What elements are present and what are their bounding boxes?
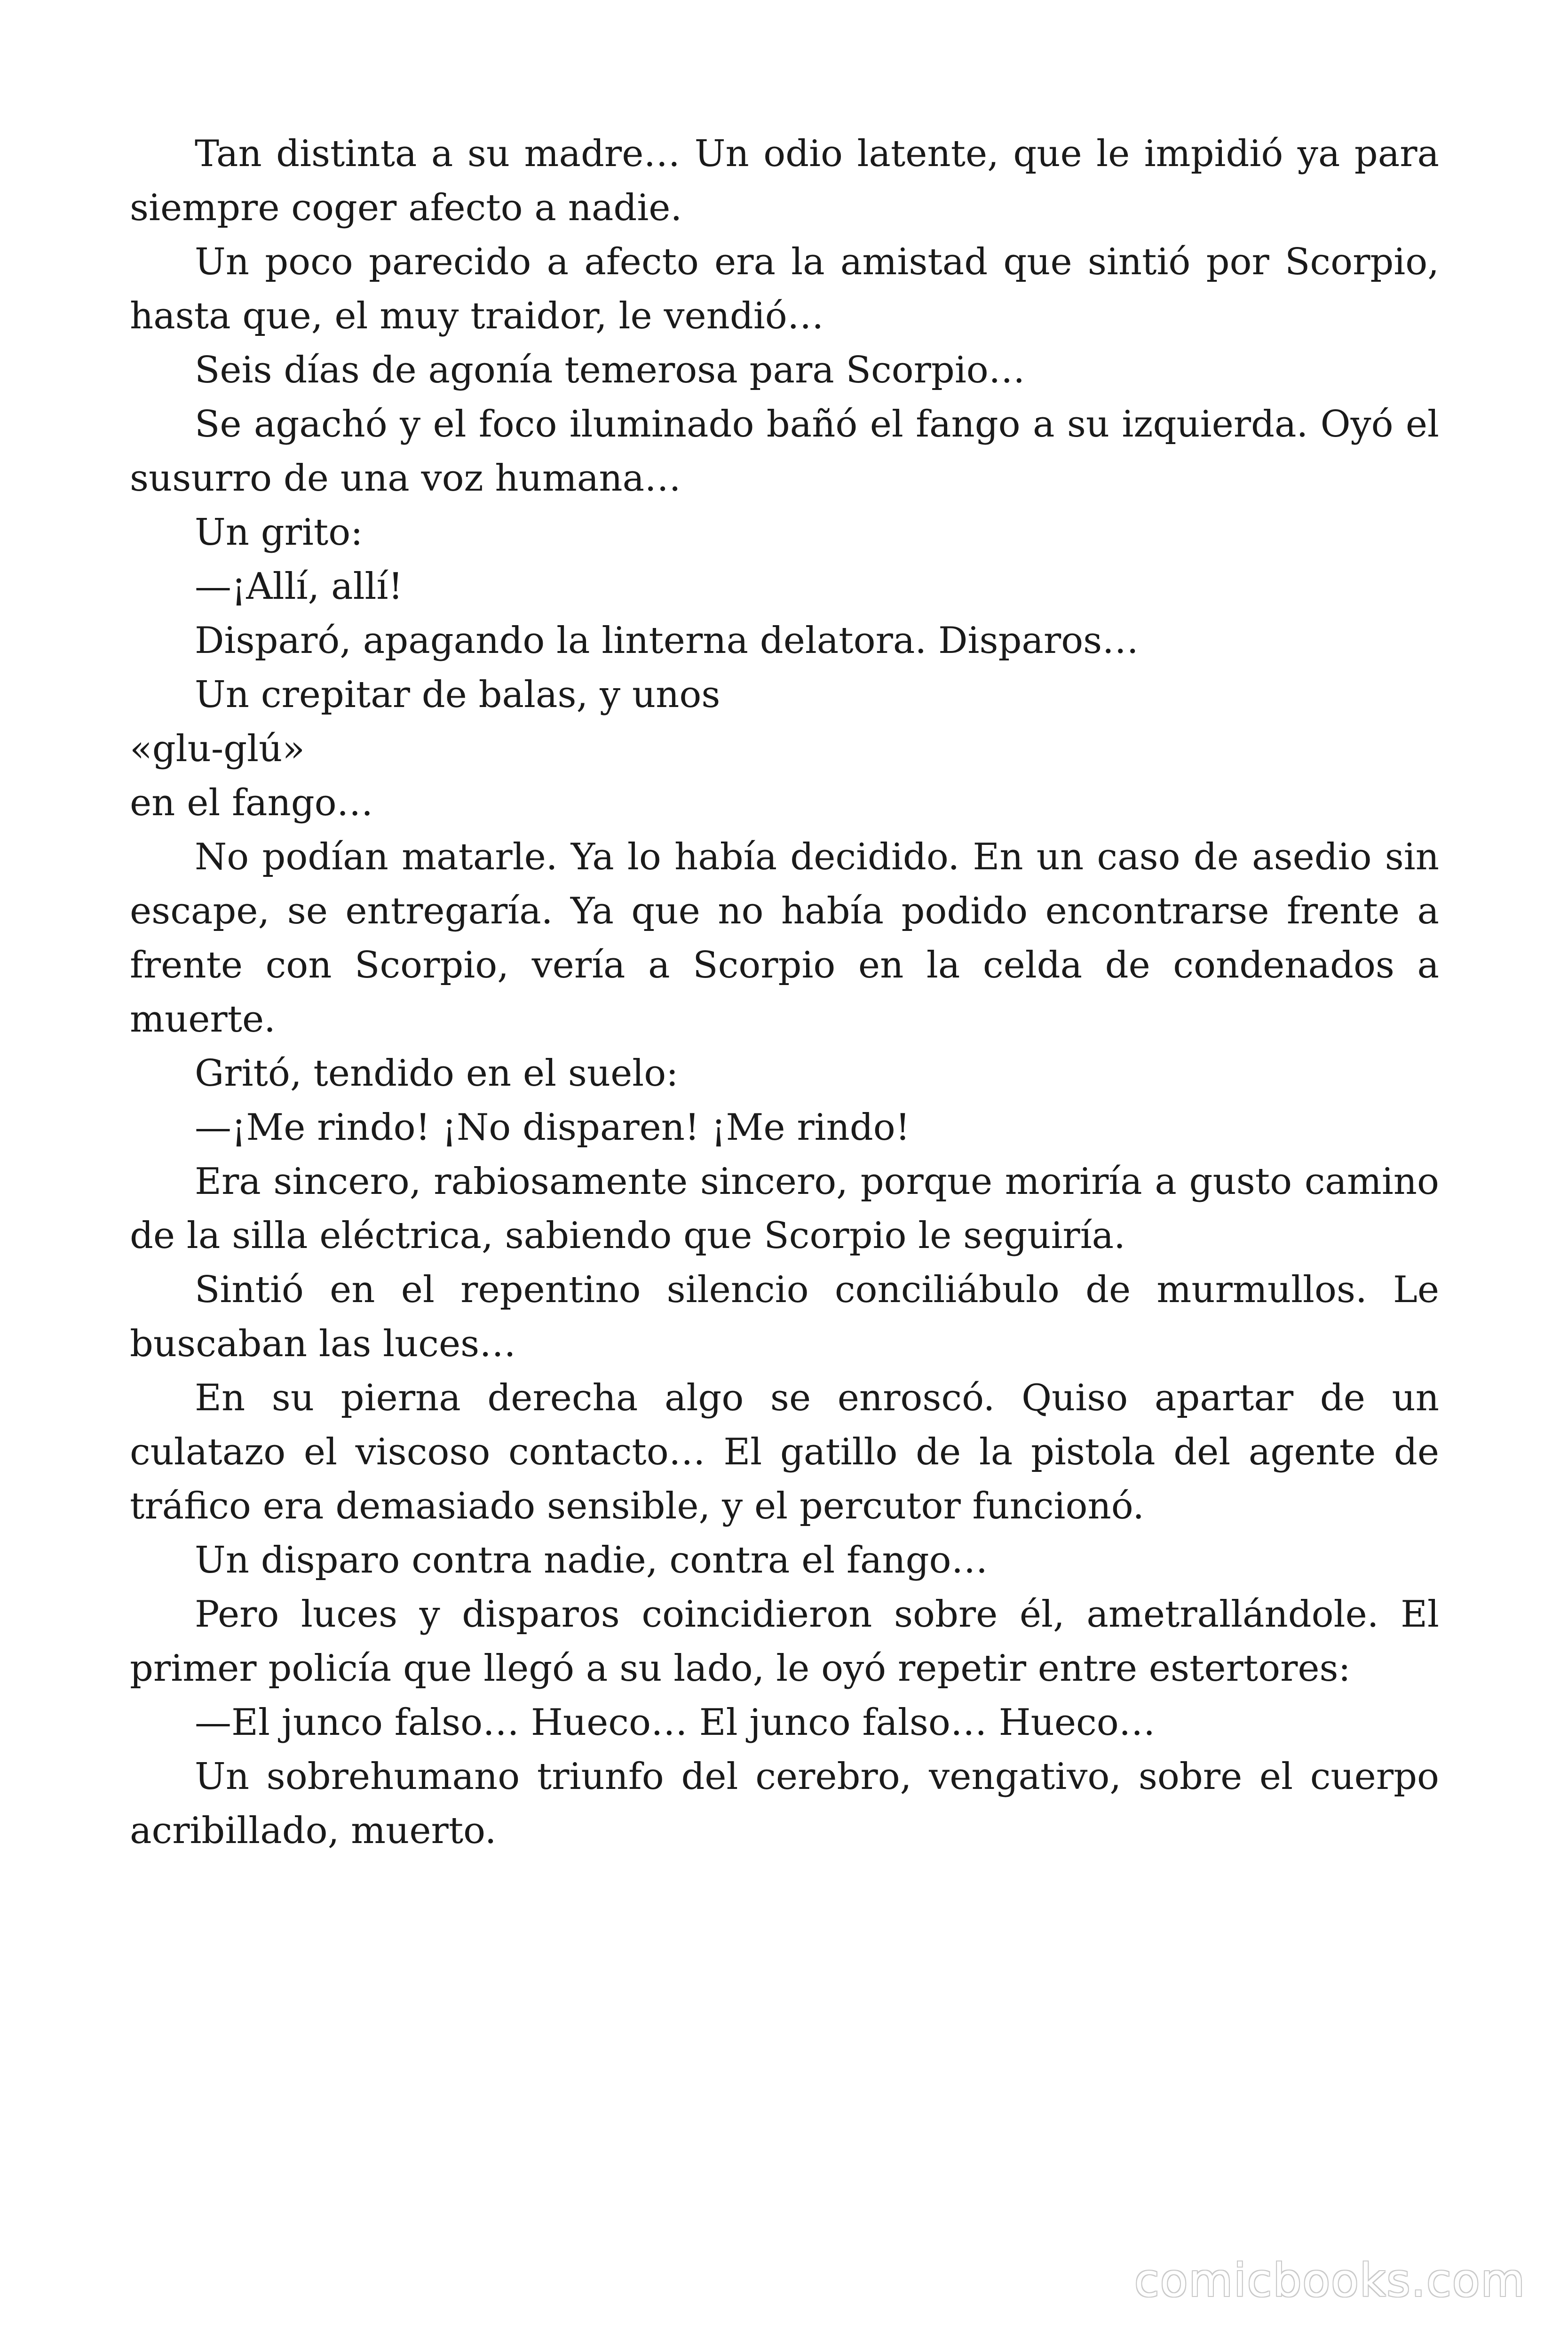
dialogue-line: —¡Me rindo! ¡No disparen! ¡Me rindo! — [195, 1106, 911, 1149]
dialogue-line: —¡Allí, allí! — [195, 565, 403, 608]
paragraph: Un disparo contra nadie, contra el fango… — [195, 1539, 988, 1581]
paragraph: En su pierna derecha algo se enroscó. Quiso apartar de un culatazo el viscoso contacto… El gatillo de la pistola del agente de tráfico era demasiado sensible, y el percutor funcionó. — [130, 1377, 1439, 1527]
paragraph: Disparó, apagando la linterna delatora. Disparos… — [195, 620, 1139, 662]
paragraph: Un grito: — [195, 511, 363, 554]
paragraph: Un sobrehumano triunfo del cerebro, vengativo, sobre el cuerpo acribillado, muerto. — [130, 1756, 1439, 1852]
paragraph: Pero luces y disparos coincidieron sobre él, ametrallándole. El primer policía que llegó a su lado, le oyó repetir entre estertores: — [130, 1593, 1439, 1690]
paragraph: No podían matarle. Ya lo había decidido. En un caso de asedio sin escape, se entregaría. Ya que no había podido encontrarse frente a frente con Scorpio, vería a Scorpio en la celda de condenados a muerte. — [130, 836, 1439, 1041]
paragraph: Un crepitar de balas, y unos — [195, 674, 721, 716]
paragraph-continuation: «glu-glú» — [130, 728, 305, 770]
paragraph: Gritó, tendido en el suelo: — [195, 1052, 679, 1095]
paragraph: Era sincero, rabiosamente sincero, porque moriría a gusto camino de la silla eléctrica, sabiendo que Scorpio le seguiría. — [130, 1160, 1439, 1257]
paragraph: Sintió en el repentino silencio conciliábulo de murmullos. Le buscaban las luces… — [130, 1269, 1439, 1365]
paragraph-continuation: en el fango… — [130, 782, 373, 824]
paragraph: Seis días de agonía temerosa para Scorpio… — [195, 349, 1025, 391]
watermark: comicbooks.com — [1134, 2254, 1526, 2307]
page-body — [130, 127, 1439, 1858]
paragraph: Un poco parecido a afecto era la amistad que sintió por Scorpio, hasta que, el muy traidor, le vendió… — [130, 241, 1439, 337]
paragraph: Tan distinta a su madre… Un odio latente, que le impidió ya para siempre coger afecto a nadie. — [130, 133, 1439, 229]
dialogue-line: —El junco falso… Hueco… El junco falso… Hueco… — [195, 1701, 1156, 1744]
paragraph: Se agachó y el foco iluminado bañó el fango a su izquierda. Oyó el susurro de una voz humana… — [130, 403, 1439, 500]
